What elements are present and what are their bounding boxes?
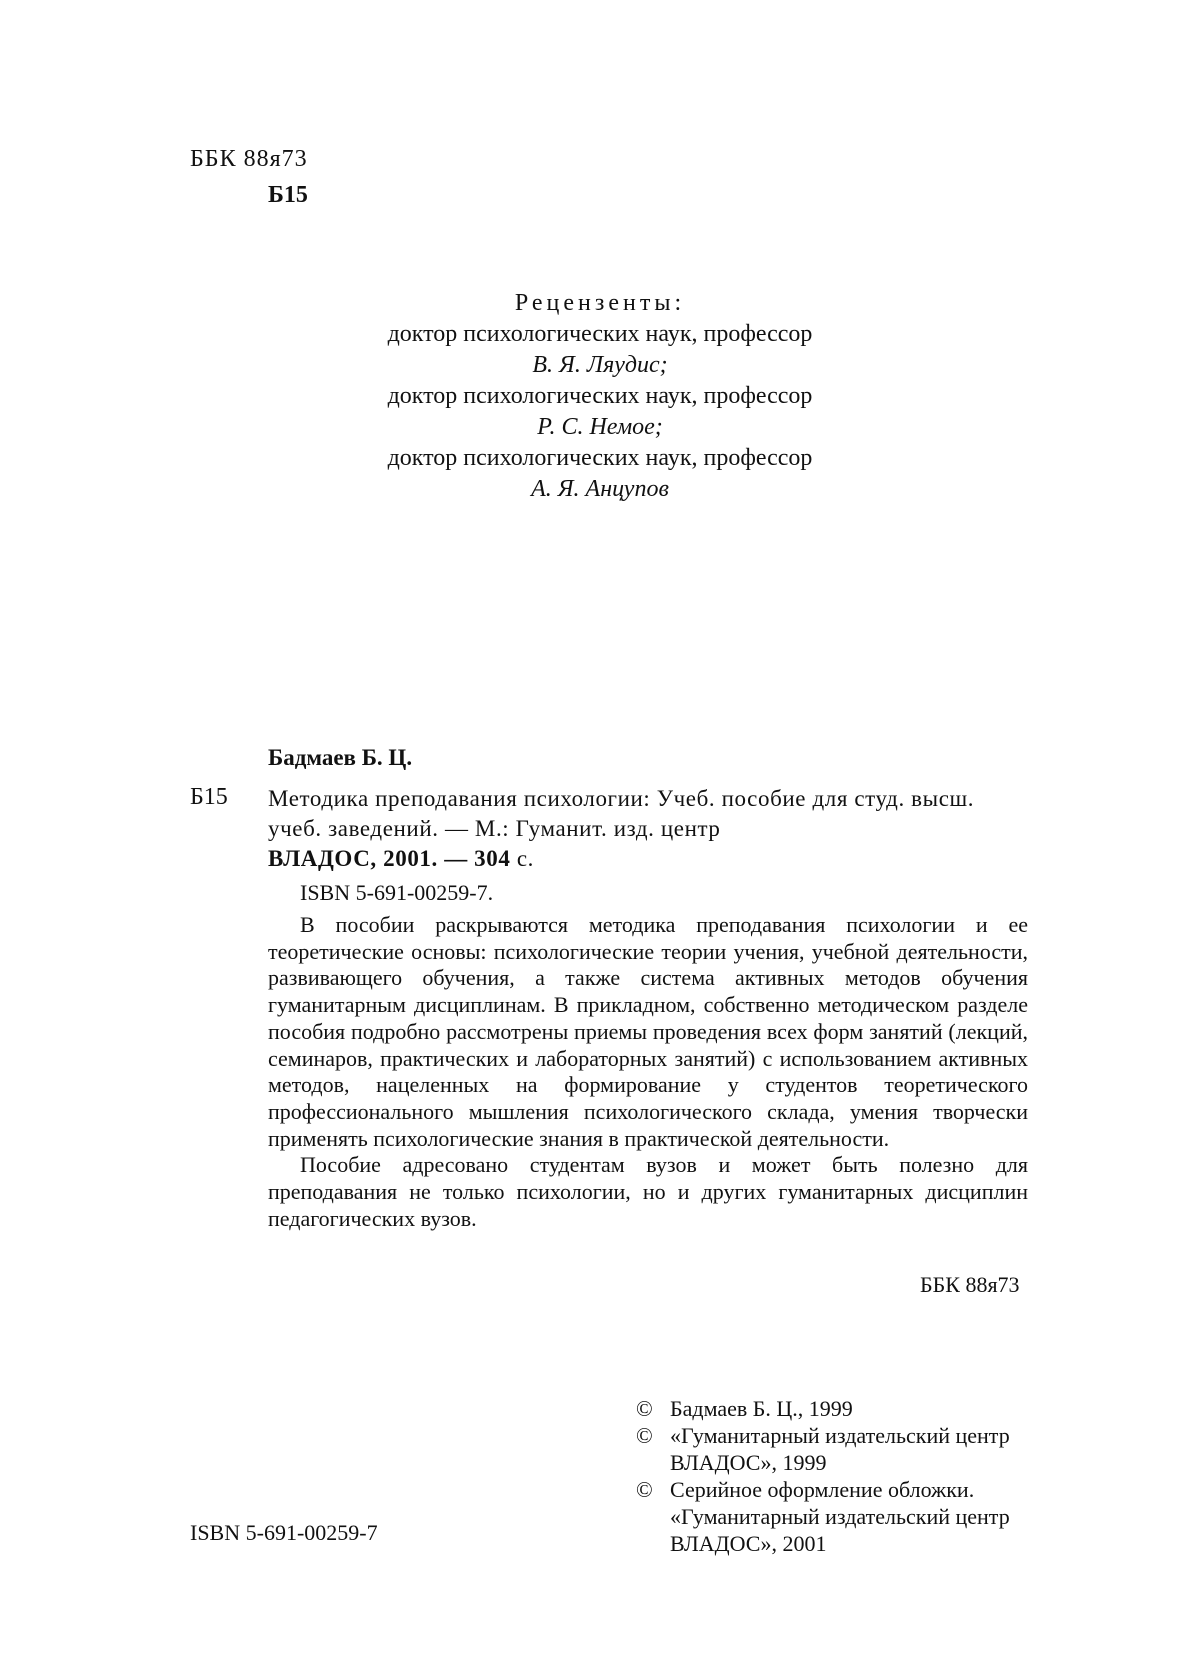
- copyright-line: [636, 1395, 1056, 1422]
- book-isbn: ISBN 5-691-00259-7.: [300, 880, 494, 905]
- copyright-block: [636, 1395, 1056, 1557]
- bbk-classification: ББК 88я73: [190, 146, 308, 172]
- book-author: Бадмаев Б. Ц.: [268, 745, 413, 770]
- author-mark-side: Б15: [190, 784, 228, 810]
- footer-isbn: ISBN 5-691-00259-7: [190, 1520, 378, 1545]
- copyright-symbol: ©: [636, 1423, 653, 1448]
- copyright-symbol: ©: [636, 1477, 653, 1502]
- annotation-paragraph: В пособии раскрываются методика преподавания психологии и ее теоретические основы: психологические теории учения, учебной деятельности, развивающего обучения, а также система активных методов обучения гуманитарным дисциплинам. В прикладном, собственно методическом разделе пособия подробно рассмотрены приемы проведения всех форм занятий (лекций, семинаров, практических и лабораторных занятий) с использованием активных методов, нацеленных на формирование у студентов теоретического профессионального мышления психологического склада, умения творчески применять психологические знания в практической деятельности.: [268, 912, 1028, 1151]
- copyright-symbol: ©: [636, 1396, 653, 1421]
- reviewer-name: В. Я. Ляудис;: [532, 352, 668, 378]
- reviewer-rank: доктор психологических наук, профессор: [387, 383, 813, 409]
- copyright-line: [636, 1476, 1056, 1557]
- book-annotation: [268, 912, 1028, 1232]
- reviewers-block: [300, 288, 900, 505]
- reviewer-rank: доктор психологических наук, профессор: [387, 321, 813, 347]
- copyright-text: «Гуманитарный издательский центр ВЛАДОС», 1999: [670, 1423, 1010, 1475]
- reviewers-heading: Рецензенты:: [514, 290, 686, 316]
- copyright-text: Бадмаев Б. Ц., 1999: [670, 1396, 853, 1421]
- pages-suffix: с.: [510, 846, 534, 871]
- annotation-paragraph: Пособие адресовано студентам вузов и может быть полезно для преподавания не только психологии, но и других гуманитарных дисциплин педагогических вузов.: [268, 1152, 1028, 1231]
- book-description: Методика преподавания психологии: Учеб. пособие для студ. высш. учеб. заведений. — М.: Гуманит. изд. центр: [268, 786, 975, 841]
- copyright-text: Серийное оформление обложки. «Гуманитарный издательский центр ВЛАДОС», 2001: [670, 1477, 1010, 1556]
- bibliographic-description: [268, 784, 1028, 874]
- author-mark: Б15: [268, 182, 308, 208]
- publisher-year: ВЛАДОС, 2001. — 304: [268, 846, 511, 871]
- reviewer-name: Р. С. Немое;: [537, 414, 663, 440]
- reviewer-name: А. Я. Анцупов: [531, 476, 669, 502]
- reviewer-rank: доктор психологических наук, профессор: [387, 445, 813, 471]
- copyright-line: [636, 1422, 1056, 1476]
- bbk-classification-bottom: ББК 88я73: [920, 1272, 1020, 1297]
